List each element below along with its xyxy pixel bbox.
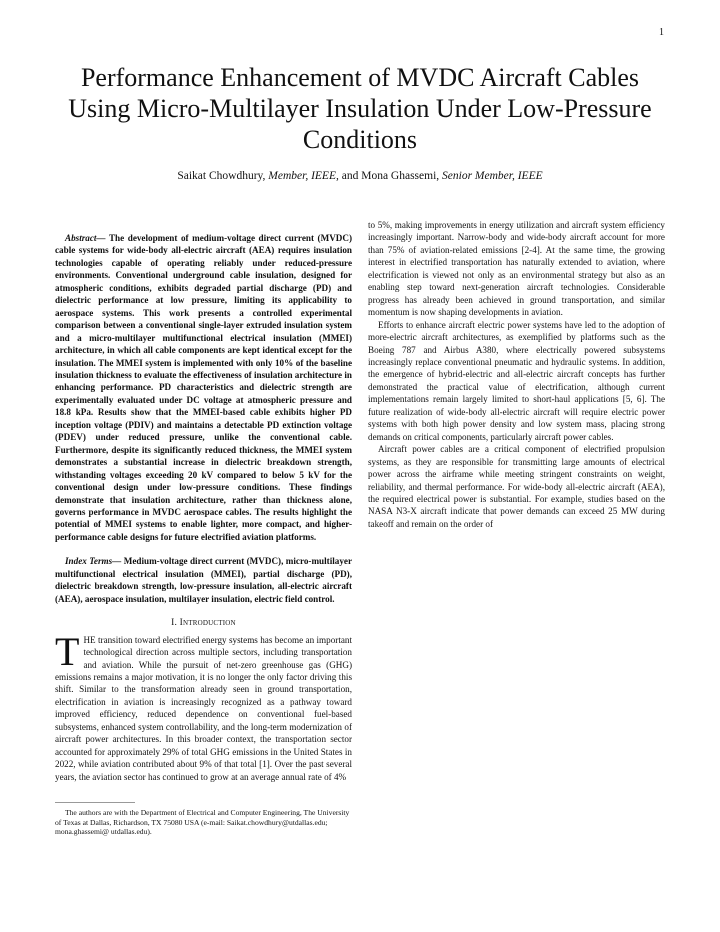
page-number: 1 <box>659 27 664 38</box>
drop-cap: T <box>55 628 80 674</box>
section-heading-introduction: I. Introduction <box>171 618 236 629</box>
footnote-rule <box>55 802 135 803</box>
index-terms-lead: Index Terms— <box>65 556 122 567</box>
left-column <box>55 232 352 783</box>
intro-paragraph-1-text: transition toward electrified energy systems has become an important technological direction across multiple sectors, including transportation and aviation. While the pursuit of net-zero greenhouse gas (GHG) emissions remains a major motivation, it is no longer the only factor driving this shift. Similar to the transformation already seen in ground transportation, electrification in aviation is increasingly recognized as a pathway toward improved efficiency, reduced dependence on conventional fuel-based subsystems, enhanced system controllability, and the long-term modernization of aircraft power architectures. In this broader context, the transportation sector accounted for approximately 29% of total GHG emissions in the United States in 2022, while aviation contributed about 9% of that total [1]. Over the past several years, the aviation sector has continued to grow at an average annual rate of 4% <box>55 634 353 782</box>
author-line <box>60 170 660 182</box>
intro-paragraph-1 <box>55 628 353 783</box>
author-1-name: Saikat Chowdhury, <box>177 170 266 182</box>
index-terms <box>55 555 352 605</box>
right-column <box>368 219 665 530</box>
intro-paragraph-1-continued: to 5%, making improvements in energy utilization and aircraft system efficiency increasingly important. Narrow-body and wide-body aircraft account for more than 75% of aviation-related emissions [2-4]. At the same time, the growing interest in electrified transportation has naturally extended to aviation, where electrification is viewed not only as an environmental strategy but also as an enabling step toward next-generation aircraft technologies. Considerable progress has already been achieved in ground transportation, and similar momentum is now shaping developments in aviation. <box>368 220 665 318</box>
author-affiliation-footnote: The authors are with the Department of Electrical and Computer Engineering, The University of Texas at Dallas, Richardson, TX 75080 USA (e-mail: Saikat.chowdhury@utdallas.edu; mona.ghassemi@ utdallas.edu). <box>55 808 350 837</box>
paper-title: Performance Enhancement of MVDC Aircraft Cables Using Micro-Multilayer Insulation Under Low-Pressure Conditions <box>68 63 652 154</box>
author-2-name: and Mona Ghassemi, <box>341 170 440 182</box>
first-word-rest: HE <box>83 634 96 645</box>
intro-paragraph-3: Aircraft power cables are a critical component of electrified propulsion systems, as they are responsible for transmitting large amounts of electrical power across the airframe while meeting stringent constraints on weight, reliability, and thermal performance. For wide-body all-electric aircraft (AEA), the required electrical power is substantial. For example, studies based on the NASA N3-X aircraft indicate that power demands can exceed 25 MW during takeoff and remain on the order of <box>368 444 665 529</box>
index-terms-text: Medium-voltage direct current (MVDC), micro-multilayer multifunctional electrical insulation (MMEI), partial discharge (PD), dielectric breakdown strength, low-pressure insulation, all-electric aircraft (AEA), aerospace insulation, multilayer insulation, electric field control. <box>55 556 352 604</box>
intro-paragraph-2: Efforts to enhance aircraft electric power systems have led to the adoption of more-electric aircraft architectures, as exemplified by platforms such as the Boeing 787 and Airbus A380, where electrically powered subsystems increasingly replace conventional pneumatic and hydraulic systems. In addition, the emergence of hybrid-electric and all-electric aircraft concepts has further demonstrated the practical value of electrification, although current implementations remain largely limited to short-haul applications [5, 6]. The future realization of wide-body all-electric aircraft will require electric power systems with both high power density and low system mass, placing strong demands on critical components, particularly aircraft power cables. <box>368 319 665 442</box>
author-2-membership: Senior Member, IEEE <box>442 170 543 182</box>
abstract <box>55 232 352 543</box>
abstract-lead: Abstract— <box>65 233 106 243</box>
author-1-membership: Member, IEEE, <box>268 170 339 182</box>
abstract-text: The development of medium-voltage direct current (MVDC) cable systems for wide-body all-electric aircraft (AEA) requires insulation technologies capable of operating reliably under reduced-pressure environments. Conventional underground cable insulation, designed for atmospheric conditions, exhibits degraded partial discharge (PD) and dielectric performance at low pressure, limiting its applicability to aerospace systems. This work presents a controlled experimental comparison between a conventional single-layer extruded insulation system and a micro-multilayer multifunctional electrical insulation (MMEI) architecture, in which all cable components are kept identical except for the insulation. The MMEI system is implemented with only 10% of the baseline insulation thickness to evaluate the effectiveness of insulation architecture in enhancing performance. PD characteristics and dielectric strength are experimentally evaluated under DC voltage at atmospheric pressure and 18.8 kPa. Results show that the MMEI-based cable exhibits higher PD inception voltage (PDIV) and maintains a detectable PD extinction voltage (PDEV) under reduced pressure, unlike the conventional cable. Furthermore, despite its significantly reduced thickness, the MMEI system demonstrates a substantial increase in dielectric breakdown strength, withstanding voltages exceeding 20 kV compared to below 5 kV for the conventional design under low-pressure conditions. These findings demonstrate that insulation architecture, rather than thickness alone, governs performance in MVDC aerospace cables. The results highlight the potential of MMEI systems to enable lighter, more compact, and higher-performance cable designs for future electrified aviation platforms. <box>55 233 352 542</box>
